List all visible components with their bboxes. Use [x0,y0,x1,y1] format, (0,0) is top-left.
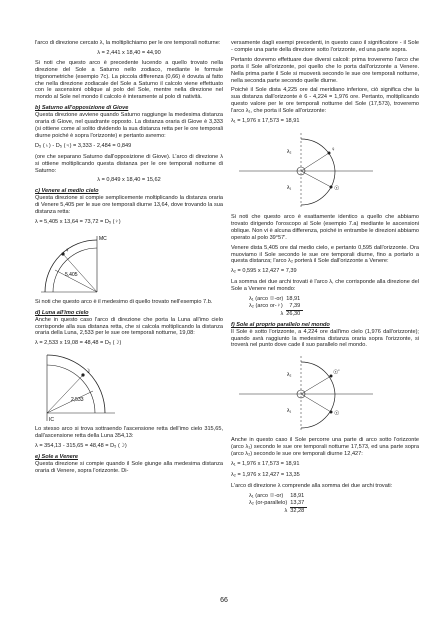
right-column [231,40,419,519]
equation: λ = 2,533 x 19,08 = 48,48 = D₅ (☽) [35,340,122,347]
equation: D₅ (♄) - D₅ (♃) = 3,333 - 2,484 = 0,849 [35,142,132,149]
page-number: 66 [220,597,228,604]
paragraph: Anche in questo caso l'arco di direzione che porta la Luna all'imo cielo corrisponde alla sua distanza retta, che si calcola moltiplicando la distanza oraria della Luna, 2,533 per le sue ore temporali notturne, 19,08: [35,316,223,337]
sum-table [249,296,303,318]
section-heading: c) Venere al medio cielo [35,188,99,195]
fig-label: ☉' [333,370,340,377]
section-heading: d) Luna all'imo cielo [35,309,89,316]
section-heading: e) Sole a Venere [35,454,79,460]
sun-parallel-diagram [231,352,381,434]
table-cell: λ [280,310,284,317]
paragraph: Si noti che questo arco è esattamente identico a quello che abbiamo trovato dirigendo l'oroscopo al Sole (esempio 7.a) mediante le ascensioni oblique. Non vi è alcuna differenza, poiché in entrambe le direzioni abbiamo operato al polo 39°57'. [231,213,419,241]
table-row [249,311,303,318]
paragraph: Si noti che questo arco è precedente lucendo a quello trovato nella direzione del Sole a Saturno nello zodiaco, mediante le formule trigonometriche (esempio 7c). La piccola differenza (0,66) è dovuta al fatto che nella direzione zodiacale del Sole a Saturno il calcolo viene effettuato con le ascensioni oblique al polo del Sole, mentre nella direzione nel mondo al Sole nel mondo il calcolo è interamente al polo di natività. [35,59,223,101]
paragraph: (ore che separano Saturno dall'opposizione di Giove). L'arco di direzione λ si ottiene moltiplicando questa distanza per le ore temporali notturne di Saturno: [35,153,223,174]
table-cell: 18,91 [286,296,301,303]
paragraph: La somma dei due archi trovati è l'arco λ, che corrisponde alla direzione del Sole a Venere nel mondo: [231,279,419,293]
paragraph: Si noti che questo arco è il medesimo di quello trovato nell'esempio 7.b. [35,298,213,305]
equation: λ = 5,405 x 13,64 = 73,72 = D₅ (♀) [35,218,121,225]
fig-label: λ₁ [287,408,292,415]
table-cell: λ₁ (arco ☉-or) [249,492,284,499]
paragraph: Questa direzione si compie semplicemente moltiplicando la distanza oraria di Venere 5,405 per le sue ore temporali diurne 13,64, dove trovando la sua distanza retta: [35,195,223,216]
paragraph: Questa direzione avviene quando Saturno raggiunge la medesima distanza oraria di Giove, nel quadrante opposto. La distanza oraria di Giove è 3,333 (si ottiene come al solito dividendo la sua distanza retta per le ore temporali diurne poiché è sopra l'orizzonte) e pertanto avremo: [35,112,223,139]
fig-label: IC [49,417,54,424]
fig-label: ☽ [85,369,91,376]
table-row [249,303,303,311]
paragraph: l'arco di direzione cercato λ, la moltiplichiamo per le ore temporali notturne: [35,40,221,46]
paragraph: Anche in questo caso il Sole percorre una parte di arco sotto l'orizzonte (arco λ₁) secondo le sue ore temporali notturne 17,573, ed una parte sopra (arco λ₂) secondo le sue ore temporali diurne 12,427: [231,437,419,458]
fig-label: ☉ [334,411,340,418]
table-cell: 7,39 [286,303,303,311]
table-cell: 32,28 [290,507,305,514]
table-cell: λ₂ (arco or-♀) [249,303,283,310]
table-row [249,296,303,303]
equation: λ₁ = 1,976 x 17,573 = 18,91 [231,461,300,468]
table-row [249,500,307,508]
equation: λ = 354,13 - 315,65 = 48,48 = D₅ (☽) [35,443,127,450]
paragraph: Pertanto dovremo effettuare due diversi calcoli: prima troveremo l'arco che porta il Sole all'orizzonte, poi quello che lo porta dall'orizzonte a Venere. Nella prima parte il Sole si muoverà secondo le sue ore temporali notturne, nella seconda parte secondo quelle diurne. [231,56,419,84]
section-heading: f) Sole al proprio parallelo nel mondo [231,321,330,328]
table-cell: 18,91 [290,492,305,499]
table-cell: λ [284,507,288,514]
fig-label: ♀ [331,146,336,153]
table-cell: 13,37 [290,500,307,508]
paragraph: L'arco di direzione λ comprende alla somma dei due archi trovati: [231,482,393,489]
fig-label: λ₂ [287,148,292,155]
fig-label: λ₂ [287,372,292,379]
fig-label: 5,405 [65,271,78,278]
fig-label: ♀ [65,247,70,254]
venus-midheaven-diagram [35,230,155,296]
sum-table [249,493,307,515]
table-row [249,493,307,500]
fig-label: λ₁ [287,184,292,191]
paragraph: versamente dagli esempi precedenti, in questo caso il significatore - il Sole - compie una parte della direzione sotto l'orizzonte, ed una parte sopra. [231,40,419,53]
paragraph: Il Sole è sotto l'orizzonte, a 4,224 ore dall'imo cielo (1,976 dall'orizzonte); quando avrà raggiunto la medesima distanza oraria sopra l'orizzonte, si troverà nel punto dove cade il suo parallelo nel mondo. [231,328,419,349]
equation: λ₂ = 0,595 x 12,427 = 7,39 [231,268,297,275]
table-cell: λ₂ (or-parallelo) [249,500,288,507]
sun-venus-diagram [231,129,381,211]
left-column [35,40,223,478]
equation: λ₂ = 1,976 x 12,427 = 13,35 [231,472,300,478]
equation: λ = 2,441 x 18,40 = 44,90 [97,49,161,56]
section-heading: b) Saturno all'opposizione di Giove [35,105,129,112]
paragraph: Venere dista 5,405 ore dal medio cielo, e pertanto 0,595 dall'orizzonte. Ora muoviamo il Sole secondo le sue ore temporali diurne, fino a portarlo a questa distanza; l'arco λ₂ porterà il Sole dall'orizzonte a Venere: [231,244,419,265]
equation: λ₁ = 1,976 x 17,573 = 18,91 [231,118,300,125]
paragraph: Poiché il Sole dista 4,225 ore dal meridiano inferiore, ciò significa che la sua distanza dall'orizzonte è 6 - 4,224 = 1,976 ore. Pertanto, moltiplicando questo valore per le ore temporali notturne del Sole (17,573), troveremo l'arco λ₁, che porta il Sole all'orizzonte: [231,87,419,115]
fig-label: ☉ [334,185,340,192]
equation: λ = 0,849 x 18,40 = 15,62 [97,177,161,184]
table-cell: 26,30 [286,310,301,317]
fig-label: MC [99,235,107,242]
table-cell: λ₁ (arco ☉-or) [249,296,284,303]
table-row [249,508,307,515]
fig-label: 2,533 [71,397,84,404]
paragraph: Lo stesso arco si trova sottraendo l'ascensione retta dell'imo cielo 315,65, dall'ascensione retta della Luna 354,13: [35,426,223,440]
moon-imum-coeli-diagram [35,351,155,423]
paragraph: Questa direzione si compie quando il Sole giunge alla medesima distanza oraria di Venere, sopra l'orizzonte. Di- [35,460,223,474]
